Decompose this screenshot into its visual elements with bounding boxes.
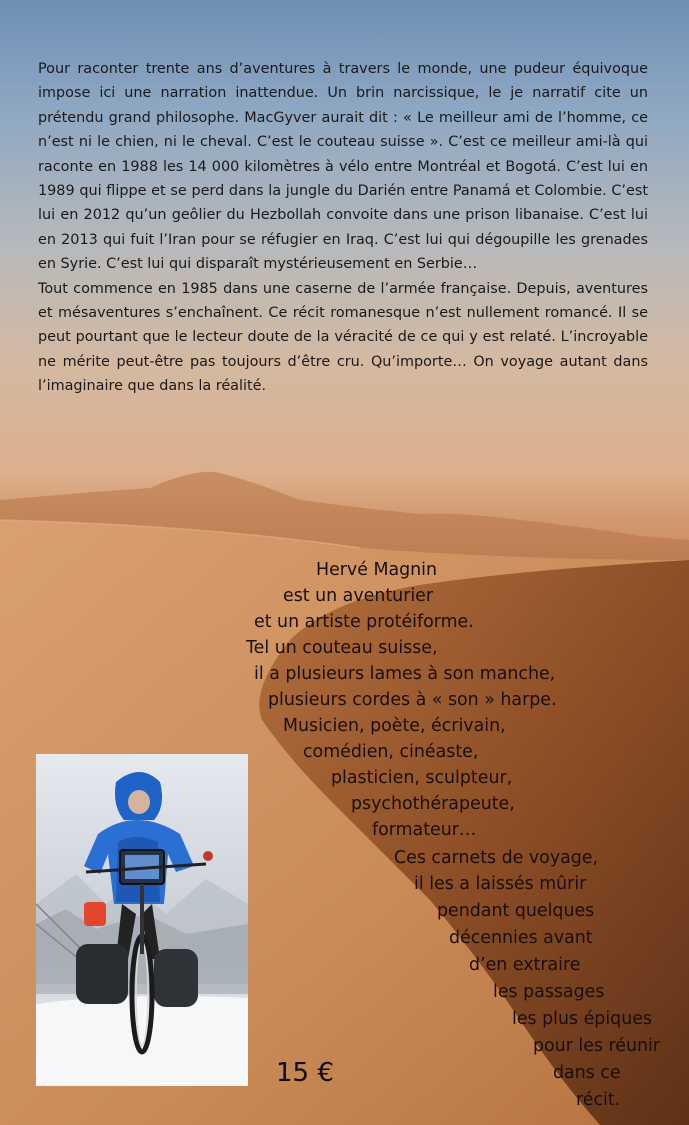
bio-line: Tel un couteau suisse, (246, 638, 438, 658)
bio-line: est un aventurier (283, 586, 434, 606)
bio-line: dans ce (553, 1063, 621, 1083)
bio-line: Ces carnets de voyage, (394, 848, 599, 868)
bio-line: et un artiste protéiforme. (254, 612, 474, 632)
bio-line: plusieurs cordes à « son » harpe. (268, 690, 557, 710)
bio-line: Musicien, poète, écrivain, (283, 716, 506, 736)
blurb-paragraph-1: Pour raconter trente ans d’aventures à travers le monde, une pudeur équivoque impose ici une narration inattendue. Un brin narcissique, le je narratif cite un prétendu grand philosophe. MacGyver aurait dit : « Le meilleur ami de l’homme, ce n’est ni le chien, ni le cheval. C’est le couteau suisse ». C’est ce meilleur ami-là qui raconte en 1988 les 14 000 kilomètres à vélo entre Montréal et Bogotá. C’est lui en 1989 qui flippe et se perd dans la jungle du Darién entre Panamá et Colombie. C’est lui en 2012 qu’un geôlier du Hezbollah convoite dans une prison libanaise. C’est lui en 2013 qui fuit l’Iran pour se réfugier en Iraq. C’est lui qui dégoupille les grenades en Syrie. C’est lui qui disparaît mystérieusement en Serbie… (38, 61, 648, 273)
bio-line: Hervé Magnin (316, 560, 438, 580)
cyclist-in-snow-icon (36, 754, 248, 1086)
bio-line: il a plusieurs lames à son manche, (254, 664, 556, 684)
bio-line: pour les réunir (533, 1036, 660, 1056)
bio-line: psychothérapeute, (351, 794, 515, 814)
bio-line: décennies avant (449, 928, 593, 948)
blurb-paragraph-2: Tout commence en 1985 dans une caserne de l’armée française. Depuis, aventures et mésaventures s’enchaînent. Ce récit romanesque n’est nullement romancé. Il se peut pourtant que le lecteur doute de la véracité de ce qui y est relaté. L’incroyable ne mérite peut-être pas toujours d’être cru. Qu’importe… On voyage autant dans l’imaginaire que dans la réalité. (38, 280, 648, 395)
bio-line: les passages (493, 982, 605, 1002)
author-photo (36, 754, 248, 1086)
bio-line: les plus épiques (512, 1009, 652, 1029)
bio-line: comédien, cinéaste, (303, 742, 479, 762)
bio-line: pendant quelques (437, 901, 595, 921)
bio-line: il les a laissés mûrir (414, 874, 587, 894)
bio-line: formateur… (372, 820, 477, 840)
bio-line: d’en extraire (469, 955, 581, 975)
price-label: 15 € (276, 1058, 334, 1088)
bio-line: récit. (576, 1090, 621, 1110)
bio-line: plasticien, sculpteur, (331, 768, 513, 788)
